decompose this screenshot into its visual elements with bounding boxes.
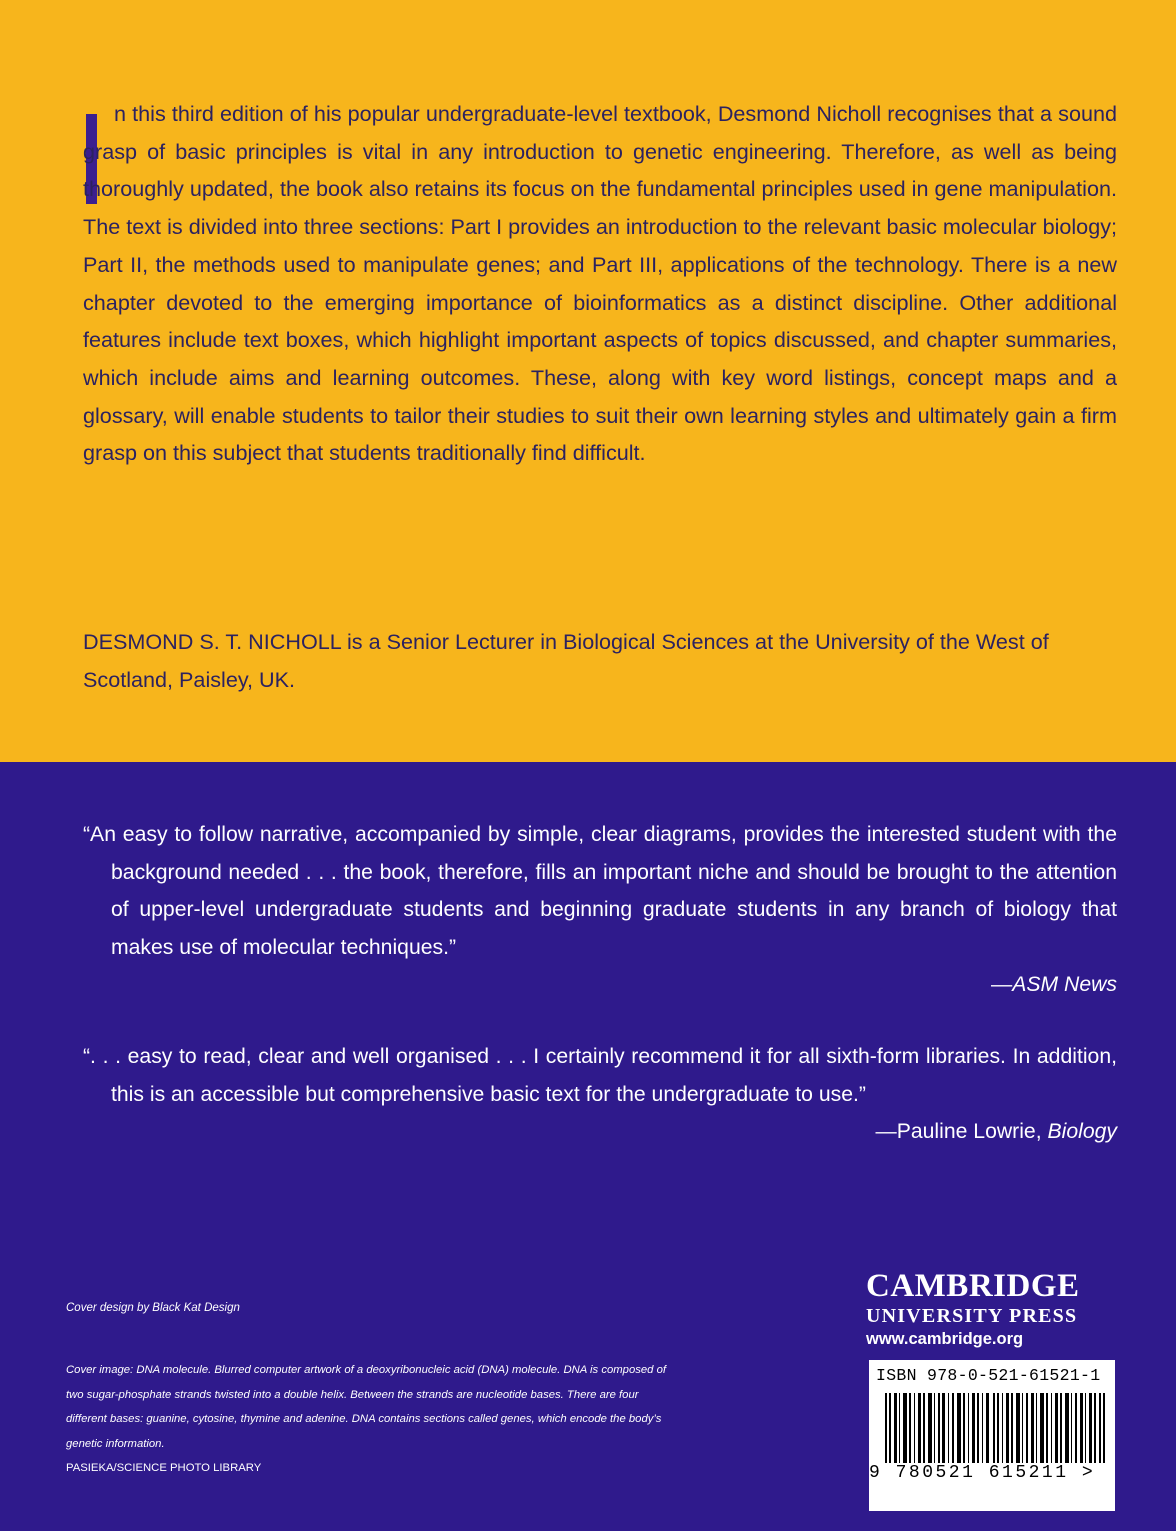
cover-image-credit bbox=[66, 1358, 666, 1481]
review-quote bbox=[83, 1038, 1117, 1151]
cover-image-description: Cover image: DNA molecule. Blurred computer artwork of a deoxyribonucleic acid (DNA) molecule. DNA is composed of two sugar-phosphate strands twisted into a double helix. Between the strands are nucleotide bases. There are four different bases: guanine, cytosine, thymine and adenine. DNA contains sections called genes, which encode the body’s genetic information. bbox=[66, 1364, 667, 1450]
book-description: n this third edition of his popular undergraduate-level textbook, Desmond Nicholl recognises that a sound grasp of basic principles is vital in any introduction to genetic engineering. Therefore, as well as being thoroughly updated, the book also retains its focus on the fundamental principles used in gene manipulation. The text is divided into three sections: Part I provides an introduction to the relevant basic molecular biology; Part II, the methods used to manipulate genes; and Part III, applications of the technology. There is a new chapter devoted to the emerging importance of bioinformatics as a distinct discipline. Other additional features include text boxes, which highlight important aspects of topics discussed, and chapter summaries, which include aims and learning outcomes. These, along with key word listings, concept maps and a glossary, will enable students to tailor their studies to suit their own learning styles and ultimately gain a firm grasp on this subject that students traditionally find difficult. bbox=[83, 101, 1117, 466]
publisher-logo bbox=[866, 1268, 1118, 1350]
review-attribution bbox=[83, 966, 1117, 1004]
review-attribution-prefix: —Pauline Lowrie, bbox=[875, 1120, 1048, 1143]
review-quote bbox=[83, 816, 1117, 1004]
publisher-name-line2: UNIVERSITY PRESS bbox=[866, 1305, 1078, 1327]
author-bio: DESMOND S. T. NICHOLL is a Senior Lecturer in Biological Sciences at the University of the West of Scotland, Paisley, UK. bbox=[83, 629, 1049, 692]
isbn-barcode-box bbox=[869, 1360, 1115, 1511]
review-attribution-prefix: — bbox=[991, 973, 1013, 996]
photo-library-credit: PASIEKA/SCIENCE PHOTO LIBRARY bbox=[66, 1462, 262, 1474]
publisher-name-line1: CAMBRIDGE bbox=[866, 1268, 1080, 1304]
review-attribution bbox=[83, 1113, 1117, 1151]
isbn-label: ISBN 978-0-521-61521-1 bbox=[876, 1366, 1101, 1385]
review-quote-text: “. . . easy to read, clear and well organised . . . I certainly recommend it for all sixth-form libraries. In addition, this is an accessible but comprehensive basic text for the undergraduate to use.” bbox=[83, 1045, 1117, 1106]
review-source: ASM News bbox=[1012, 973, 1117, 996]
publisher-website: www.cambridge.org bbox=[866, 1330, 1024, 1348]
cover-design-credit: Cover design by Black Kat Design bbox=[66, 1302, 240, 1314]
review-source: Biology bbox=[1047, 1120, 1117, 1143]
barcode-digits: 9 780521 615211 > bbox=[869, 1463, 1115, 1483]
review-quote-text: “An easy to follow narrative, accompanied by simple, clear diagrams, provides the interested student with the background needed . . . the book, therefore, fills an important niche and should be brought to the attention of upper-level undergraduate students and beginning graduate students in any branch of biology that makes use of molecular techniques.” bbox=[83, 823, 1117, 959]
